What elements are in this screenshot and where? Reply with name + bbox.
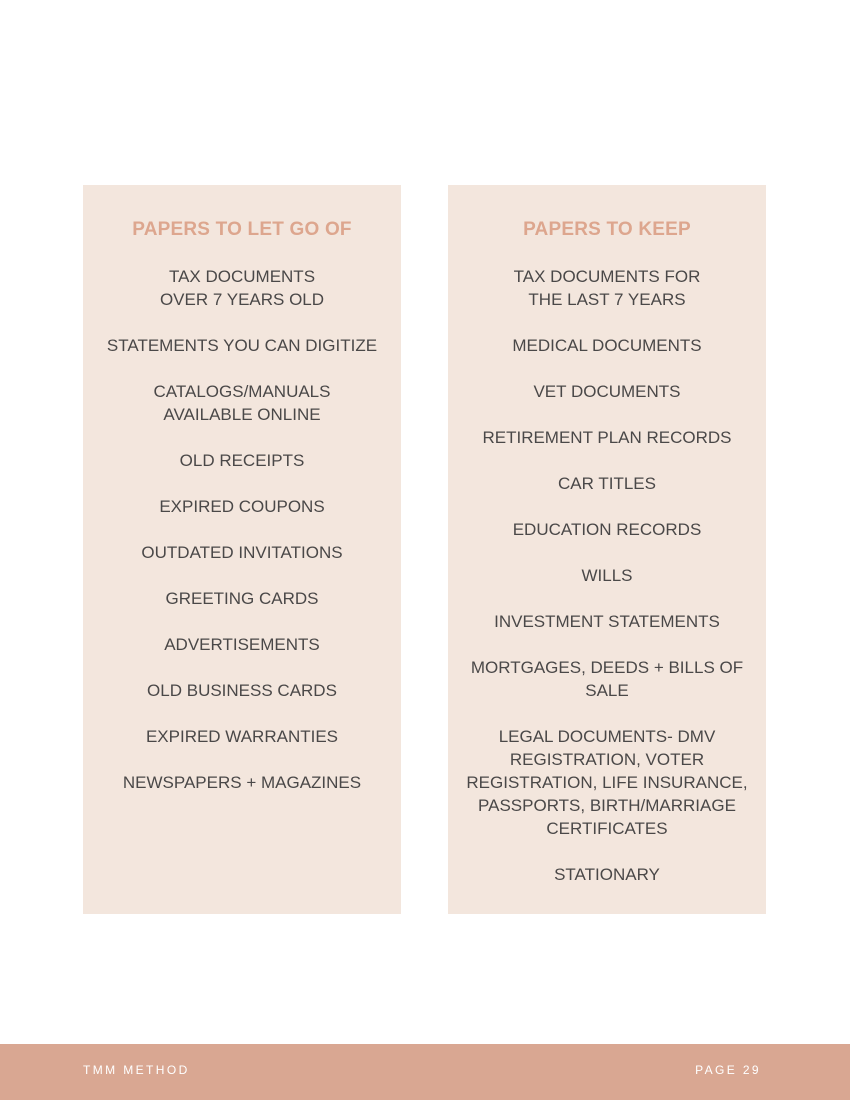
- keep-list: [448, 265, 766, 909]
- keep-item: INVESTMENT STATEMENTS: [494, 612, 720, 631]
- let-go-item: OLD RECEIPTS: [179, 451, 305, 470]
- keep-item: MORTGAGES, DEEDS + BILLS OF SALE: [470, 658, 744, 700]
- let-go-item: EXPIRED COUPONS: [159, 497, 325, 516]
- let-go-item: OUTDATED INVITATIONS: [141, 543, 343, 562]
- keep-item: RETIREMENT PLAN RECORDS: [482, 428, 732, 447]
- let-go-item: STATEMENTS YOU CAN DIGITIZE: [106, 336, 378, 355]
- let-go-item: NEWSPAPERS + MAGAZINES: [122, 773, 362, 792]
- let-go-item: TAX DOCUMENTS OVER 7 YEARS OLD: [159, 267, 325, 309]
- keep-item: WILLS: [581, 566, 633, 585]
- keep-heading: PAPERS TO KEEP: [523, 219, 691, 240]
- keep-item: EDUCATION RECORDS: [512, 520, 702, 539]
- let-go-panel: [83, 185, 401, 914]
- let-go-item: ADVERTISEMENTS: [164, 635, 320, 654]
- keep-panel: [448, 185, 766, 914]
- keep-item: STATIONARY: [554, 865, 660, 884]
- page-number: PAGE 29: [695, 1063, 761, 1077]
- let-go-item: OLD BUSINESS CARDS: [147, 681, 337, 700]
- keep-item: TAX DOCUMENTS FOR THE LAST 7 YEARS: [513, 267, 701, 309]
- let-go-heading: PAPERS TO LET GO OF: [132, 219, 352, 240]
- let-go-list: [83, 265, 401, 817]
- let-go-item: CATALOGS/MANUALS AVAILABLE ONLINE: [153, 382, 331, 424]
- let-go-item: EXPIRED WARRANTIES: [145, 727, 339, 746]
- keep-item: VET DOCUMENTS: [533, 382, 681, 401]
- page-footer: [0, 1044, 850, 1100]
- keep-item: LEGAL DOCUMENTS- DMV REGISTRATION, VOTER REGISTRATION, LIFE INSURANCE, PASSPORTS, BIRTH/MARRIAGE CERTIFICATES: [466, 727, 748, 838]
- let-go-item: GREETING CARDS: [165, 589, 319, 608]
- keep-item: CAR TITLES: [558, 474, 656, 493]
- keep-item: MEDICAL DOCUMENTS: [512, 336, 702, 355]
- footer-brand: TMM METHOD: [83, 1063, 190, 1077]
